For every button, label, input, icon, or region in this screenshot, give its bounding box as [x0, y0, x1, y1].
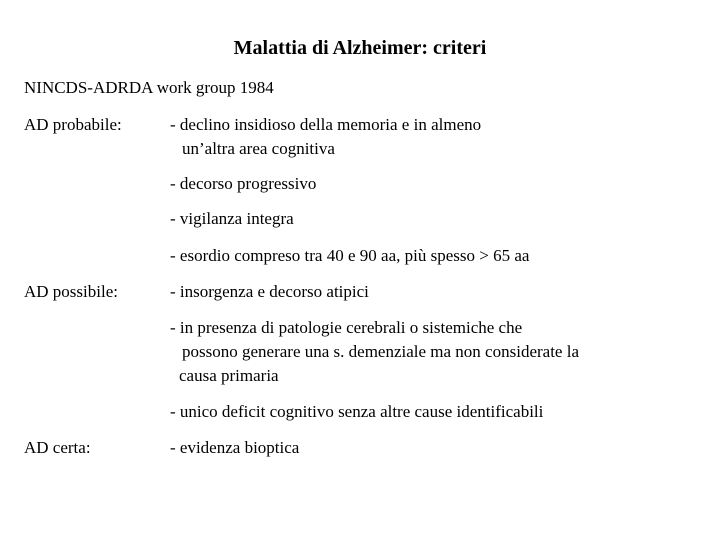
section-label-ad-probabile: AD probabile: [24, 115, 122, 134]
criterion-line-continued: un’altra area cognitiva [182, 139, 335, 158]
criterion-line: - in presenza di patologie cerebrali o sistemiche che [170, 318, 523, 337]
section-label-ad-possibile: AD possibile: [24, 282, 118, 301]
slide-title: Malattia di Alzheimer: criteri [233, 37, 487, 59]
criterion-line: - declino insidioso della memoria e in almeno [170, 115, 482, 134]
criterion-line-continued: possono generare una s. demenziale ma non considerate la [182, 342, 579, 361]
criterion-line-continued: causa primaria [179, 366, 279, 385]
criterion-item: - evidenza bioptica [170, 438, 300, 457]
slide-subtitle: NINCDS-ADRDA work group 1984 [24, 78, 274, 97]
criterion-item: - decorso progressivo [170, 174, 317, 193]
criterion-item: - insorgenza e decorso atipici [170, 282, 369, 301]
section-label-ad-certa: AD certa: [24, 438, 91, 457]
criterion-item [170, 113, 481, 161]
criterion-item [170, 316, 579, 388]
criterion-item: - unico deficit cognitivo senza altre cause identificabili [170, 402, 544, 421]
criterion-item: - esordio compreso tra 40 e 90 aa, più spesso > 65 aa [170, 246, 530, 265]
criterion-item: - vigilanza integra [170, 209, 294, 228]
